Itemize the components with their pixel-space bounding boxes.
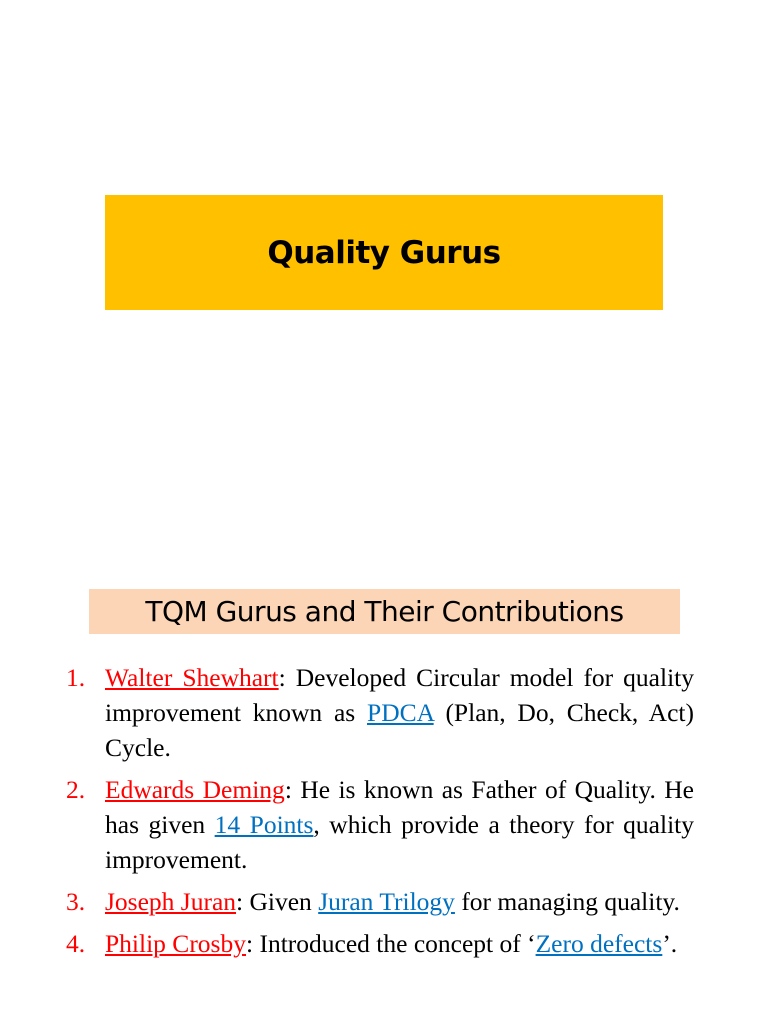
item-text: : Given xyxy=(236,887,319,916)
gurus-list xyxy=(58,660,694,968)
list-item xyxy=(58,884,694,919)
guru-name-link[interactable]: Edwards Deming xyxy=(105,775,285,804)
item-text: , which provide a theory for quality improvement. xyxy=(105,810,694,874)
item-text: : He is known as Father of Quality. He has given xyxy=(105,775,694,839)
section-heading: TQM Gurus and Their Contributions xyxy=(145,595,624,628)
section-heading-banner xyxy=(89,589,680,634)
list-item xyxy=(58,772,694,877)
list-item xyxy=(58,660,694,765)
contribution-link[interactable]: 14 Points xyxy=(214,810,314,839)
guru-name-link[interactable]: Philip Crosby xyxy=(105,929,246,958)
guru-name-link[interactable]: Joseph Juran xyxy=(105,887,237,916)
item-text: ’. xyxy=(662,929,678,958)
item-text: : Developed Circular model for quality improvement known as xyxy=(105,663,694,727)
contribution-link[interactable]: PDCA xyxy=(367,698,434,727)
contribution-link[interactable]: Juran Trilogy xyxy=(318,887,455,916)
slide-title: Quality Gurus xyxy=(267,234,501,271)
item-number: 4. xyxy=(66,929,86,958)
item-text: for managing quality. xyxy=(454,887,680,916)
item-text: (Plan, Do, Check, Act) Cycle. xyxy=(105,698,694,762)
item-number: 1. xyxy=(66,663,86,692)
contribution-link[interactable]: Zero defects xyxy=(535,929,663,958)
title-banner xyxy=(105,195,663,310)
guru-name-link[interactable]: Walter Shewhart xyxy=(105,663,279,692)
item-number: 2. xyxy=(66,775,86,804)
list-item xyxy=(58,926,694,961)
item-number: 3. xyxy=(66,887,86,916)
item-text: : Introduced the concept of ‘ xyxy=(246,929,536,958)
